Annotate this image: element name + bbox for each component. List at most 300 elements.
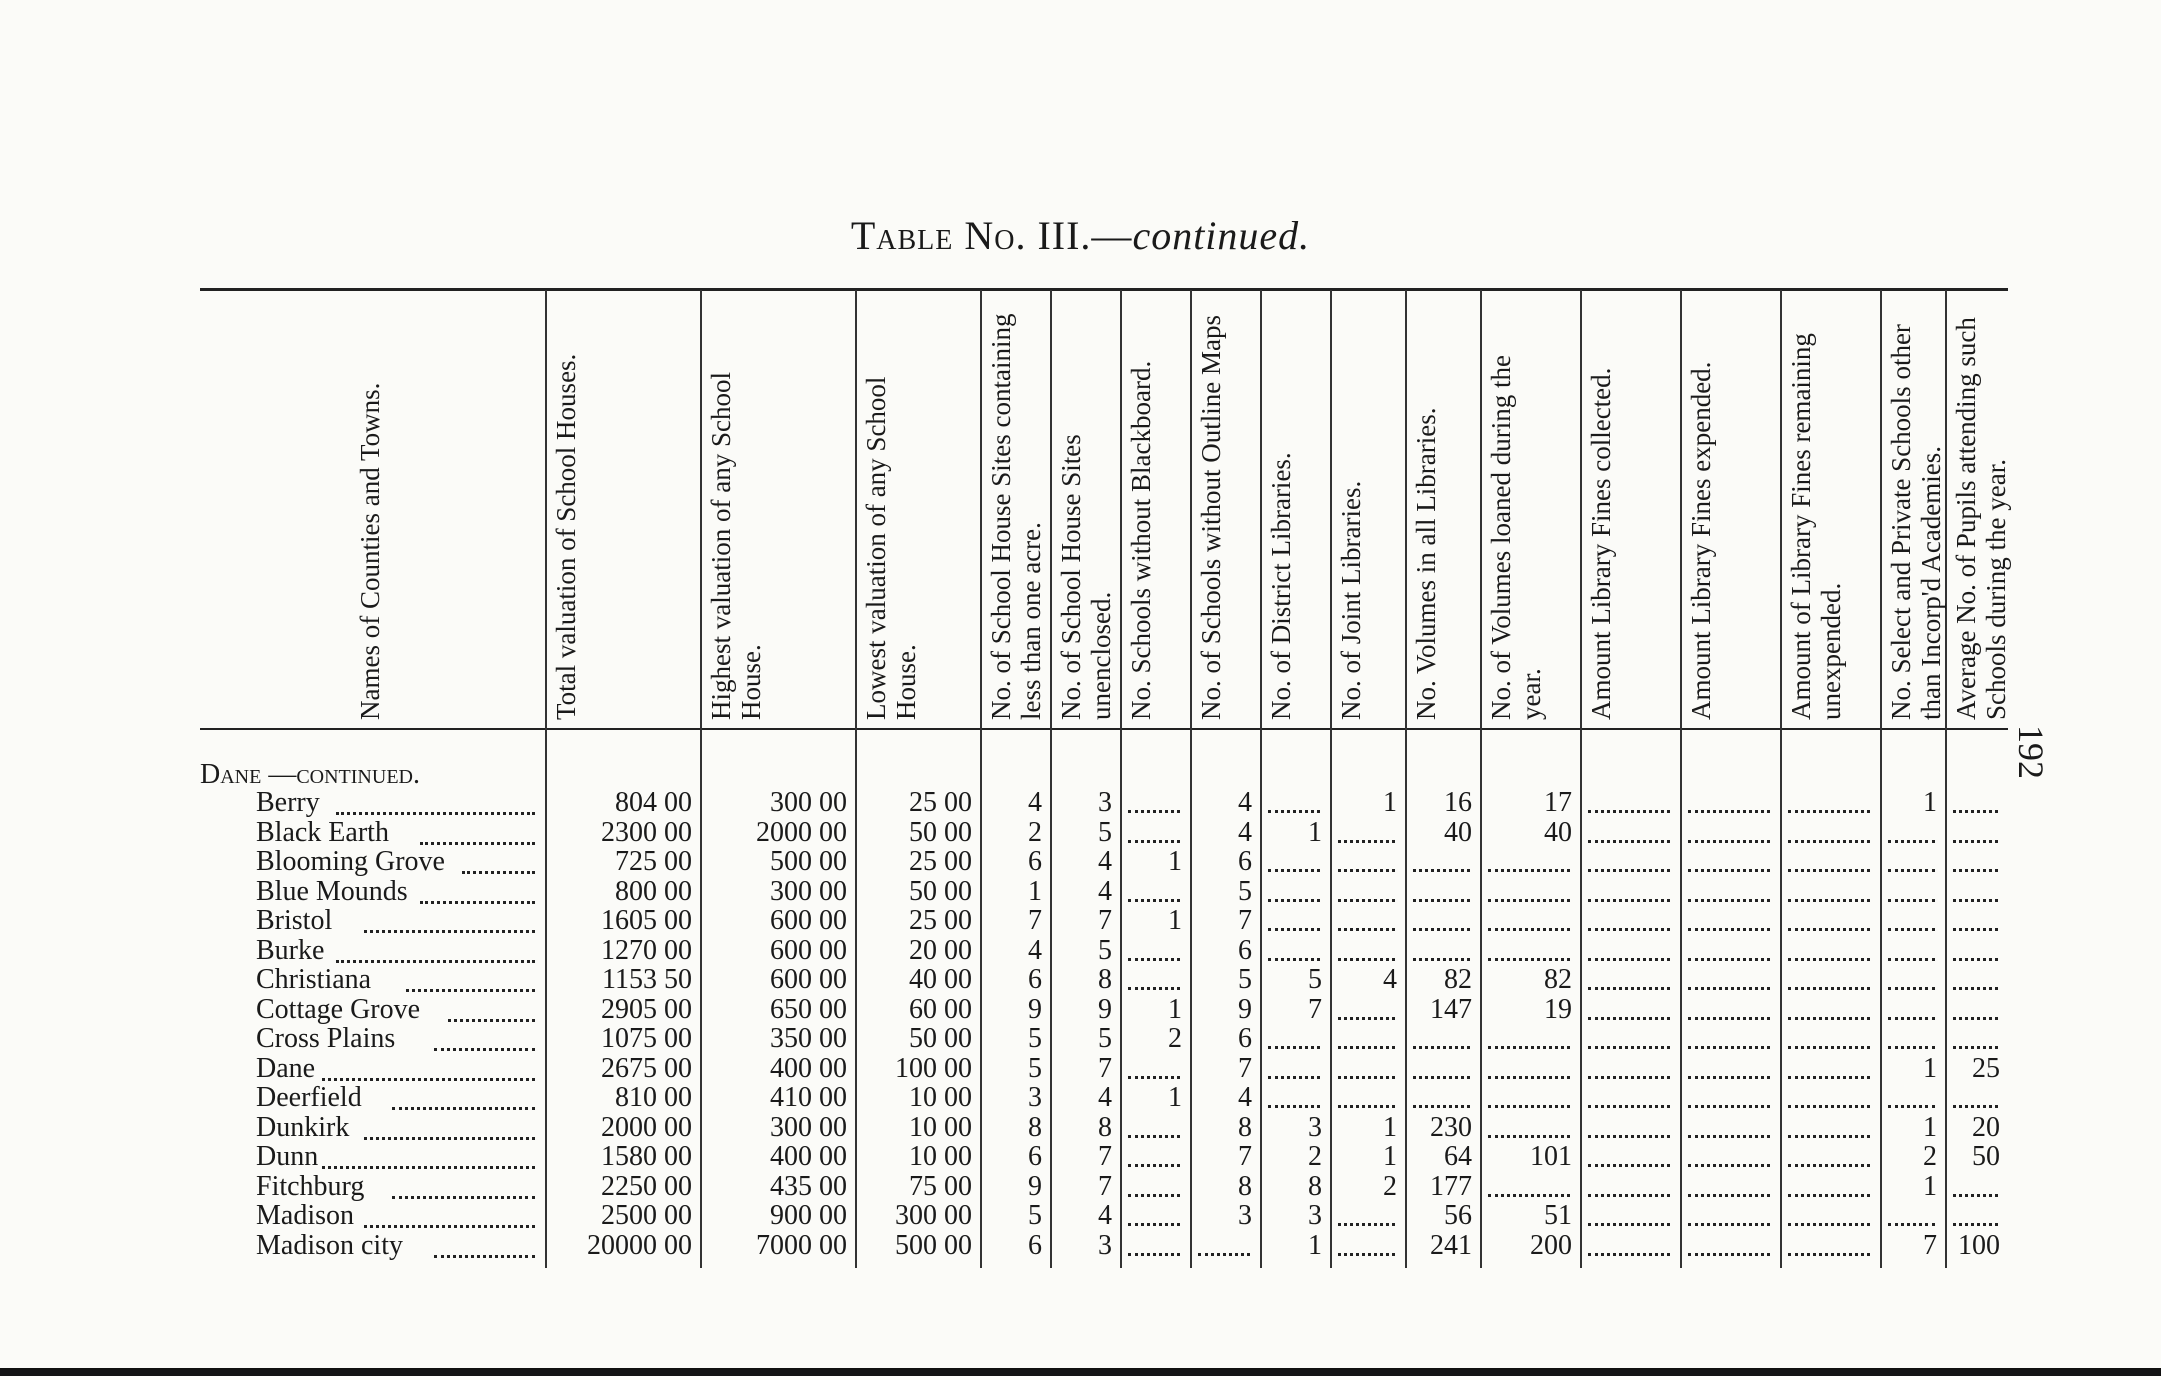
empty-cell-dashes bbox=[1588, 958, 1670, 961]
table-cell: 7 bbox=[1923, 1229, 1937, 1261]
table-cell: 1 bbox=[1923, 787, 1937, 818]
table-cell: 4 bbox=[1098, 846, 1112, 877]
table-cell: 2 bbox=[1168, 1023, 1182, 1054]
column-header: No. of District Libraries. bbox=[1266, 452, 1296, 720]
table-cell: 1 bbox=[1308, 816, 1322, 848]
empty-cell-dashes bbox=[1128, 958, 1180, 961]
column-header: No. of School House Sites containing less than one acre. bbox=[986, 313, 1046, 720]
empty-cell-dashes bbox=[1488, 1076, 1570, 1079]
leader-dots bbox=[434, 1048, 535, 1051]
table-cell: 6 bbox=[1238, 1023, 1252, 1054]
column-header: No. Schools without Blackboard. bbox=[1126, 360, 1156, 720]
column-header: No. Select and Private Schools other than Incorp'd Academies. bbox=[1886, 324, 1946, 720]
table-cell: 650 00 bbox=[770, 993, 847, 1025]
table-cell: 1 bbox=[1028, 875, 1042, 907]
table-cell: 400 00 bbox=[770, 1141, 847, 1172]
table-cell: 300 00 bbox=[895, 1200, 972, 1231]
table-cell: 7 bbox=[1098, 1141, 1112, 1172]
table-cell: 50 00 bbox=[909, 816, 972, 848]
empty-cell-dashes bbox=[1953, 810, 1998, 813]
table-cell: 7 bbox=[1028, 905, 1042, 936]
table-cell: 25 00 bbox=[909, 846, 972, 877]
table-cell: 8 bbox=[1238, 1170, 1252, 1202]
empty-cell-dashes bbox=[1788, 810, 1870, 813]
empty-cell-dashes bbox=[1128, 1194, 1180, 1197]
table-cell: 1153 50 bbox=[602, 964, 692, 995]
empty-cell-dashes bbox=[1953, 840, 1998, 843]
table-cell: 8 bbox=[1098, 1111, 1112, 1143]
table-cell: 2000 00 bbox=[756, 816, 847, 848]
table-cell: 5 bbox=[1098, 934, 1112, 966]
table-cell: 2500 00 bbox=[601, 1200, 692, 1231]
table-cell: 2300 00 bbox=[601, 816, 692, 848]
empty-cell-dashes bbox=[1688, 1253, 1770, 1256]
table-cell: 19 bbox=[1544, 993, 1572, 1025]
empty-cell-dashes bbox=[1268, 928, 1320, 931]
table-cell: 1 bbox=[1383, 1111, 1397, 1143]
empty-cell-dashes bbox=[1588, 1164, 1670, 1167]
table-cell: 1 bbox=[1308, 1229, 1322, 1261]
table-cell: 810 00 bbox=[615, 1082, 692, 1113]
table-cell: 4 bbox=[1238, 787, 1252, 818]
town-name: Madison bbox=[256, 1200, 354, 1231]
table-cell: 40 00 bbox=[909, 964, 972, 995]
empty-cell-dashes bbox=[1788, 1105, 1870, 1108]
table-cell: 82 bbox=[1544, 964, 1572, 995]
empty-cell-dashes bbox=[1198, 1253, 1250, 1256]
empty-cell-dashes bbox=[1788, 1194, 1870, 1197]
column-header: No. of School House Sites unenclosed. bbox=[1056, 434, 1116, 720]
empty-cell-dashes bbox=[1488, 1194, 1570, 1197]
empty-cell-dashes bbox=[1268, 810, 1320, 813]
table-cell: 82 bbox=[1444, 964, 1472, 995]
leader-dots bbox=[434, 1255, 535, 1258]
table-cell: 300 00 bbox=[770, 875, 847, 907]
empty-cell-dashes bbox=[1128, 1135, 1180, 1138]
empty-cell-dashes bbox=[1788, 1017, 1870, 1020]
empty-cell-dashes bbox=[1688, 1164, 1770, 1167]
empty-cell-dashes bbox=[1588, 1105, 1670, 1108]
table-cell: 4 bbox=[1238, 1082, 1252, 1113]
table-cell: 56 bbox=[1444, 1200, 1472, 1231]
column-header: Amount Library Fines expended. bbox=[1686, 361, 1716, 720]
empty-cell-dashes bbox=[1688, 928, 1770, 931]
empty-cell-dashes bbox=[1788, 958, 1870, 961]
table-cell: 10 00 bbox=[909, 1082, 972, 1113]
empty-cell-dashes bbox=[1338, 899, 1395, 902]
table-cell: 241 bbox=[1430, 1229, 1472, 1261]
empty-cell-dashes bbox=[1688, 899, 1770, 902]
leader-dots bbox=[322, 1166, 535, 1169]
table-cell: 40 bbox=[1444, 816, 1472, 848]
empty-cell-dashes bbox=[1488, 1135, 1570, 1138]
empty-cell-dashes bbox=[1953, 869, 1998, 872]
empty-cell-dashes bbox=[1413, 928, 1470, 931]
table-cell: 3 bbox=[1308, 1200, 1322, 1231]
empty-cell-dashes bbox=[1788, 1223, 1870, 1226]
table-cell: 230 bbox=[1430, 1111, 1472, 1143]
table-cell: 1 bbox=[1168, 1082, 1182, 1113]
empty-cell-dashes bbox=[1588, 1017, 1670, 1020]
empty-cell-dashes bbox=[1268, 899, 1320, 902]
column-divider bbox=[1680, 290, 1682, 1268]
empty-cell-dashes bbox=[1788, 987, 1870, 990]
empty-cell-dashes bbox=[1413, 958, 1470, 961]
table-cell: 100 00 bbox=[895, 1052, 972, 1084]
empty-cell-dashes bbox=[1488, 958, 1570, 961]
table-cell: 6 bbox=[1028, 1229, 1042, 1261]
table-cell: 177 bbox=[1430, 1170, 1472, 1202]
table-cell: 9 bbox=[1028, 1170, 1042, 1202]
header-top-rule bbox=[200, 288, 2008, 291]
table-cell: 4 bbox=[1028, 787, 1042, 818]
table-cell: 147 bbox=[1430, 993, 1472, 1025]
table-cell: 20 00 bbox=[909, 934, 972, 966]
empty-cell-dashes bbox=[1488, 1105, 1570, 1108]
leader-dots bbox=[364, 1137, 535, 1140]
empty-cell-dashes bbox=[1688, 1135, 1770, 1138]
empty-cell-dashes bbox=[1338, 869, 1395, 872]
table-cell: 7 bbox=[1098, 1052, 1112, 1084]
empty-cell-dashes bbox=[1588, 1046, 1670, 1049]
table-cell: 3 bbox=[1098, 1229, 1112, 1261]
table-cell: 4 bbox=[1098, 1200, 1112, 1231]
empty-cell-dashes bbox=[1688, 958, 1770, 961]
empty-cell-dashes bbox=[1688, 987, 1770, 990]
table-cell: 200 bbox=[1530, 1229, 1572, 1261]
table-title bbox=[0, 212, 2161, 259]
table-cell: 600 00 bbox=[770, 905, 847, 936]
empty-cell-dashes bbox=[1688, 1076, 1770, 1079]
empty-cell-dashes bbox=[1588, 1076, 1670, 1079]
table-cell: 2675 00 bbox=[601, 1052, 692, 1084]
empty-cell-dashes bbox=[1788, 1076, 1870, 1079]
table-cell: 725 00 bbox=[615, 846, 692, 877]
table-cell: 40 bbox=[1544, 816, 1572, 848]
table-cell: 5 bbox=[1028, 1023, 1042, 1054]
table-cell: 600 00 bbox=[770, 934, 847, 966]
bottom-edge-rule bbox=[0, 1368, 2161, 1376]
table-cell: 7 bbox=[1238, 1141, 1252, 1172]
table-cell: 400 00 bbox=[770, 1052, 847, 1084]
table-cell: 9 bbox=[1028, 993, 1042, 1025]
table-cell: 101 bbox=[1530, 1141, 1572, 1172]
table-cell: 3 bbox=[1098, 787, 1112, 818]
leader-dots bbox=[336, 812, 535, 815]
empty-cell-dashes bbox=[1268, 1105, 1320, 1108]
column-header: Amount of Library Fines remaining unexpended. bbox=[1786, 333, 1846, 720]
leader-dots bbox=[322, 1078, 535, 1081]
table-cell: 8 bbox=[1308, 1170, 1322, 1202]
empty-cell-dashes bbox=[1888, 840, 1935, 843]
table-cell: 25 00 bbox=[909, 905, 972, 936]
table-cell: 7 bbox=[1238, 905, 1252, 936]
town-name: Cottage Grove bbox=[256, 993, 421, 1025]
table-cell: 1270 00 bbox=[601, 934, 692, 966]
town-name: Dane bbox=[256, 1052, 316, 1084]
table-cell: 17 bbox=[1544, 787, 1572, 818]
table-cell: 6 bbox=[1238, 934, 1252, 966]
empty-cell-dashes bbox=[1268, 958, 1320, 961]
leader-dots bbox=[336, 960, 535, 963]
data-table bbox=[200, 280, 2011, 1280]
column-header: No. of Volumes loaned during the year. bbox=[1486, 355, 1546, 720]
table-cell: 10 00 bbox=[909, 1141, 972, 1172]
empty-cell-dashes bbox=[1268, 1076, 1320, 1079]
empty-cell-dashes bbox=[1338, 1223, 1395, 1226]
empty-cell-dashes bbox=[1588, 810, 1670, 813]
empty-cell-dashes bbox=[1953, 928, 1998, 931]
empty-cell-dashes bbox=[1488, 869, 1570, 872]
empty-cell-dashes bbox=[1588, 1194, 1670, 1197]
empty-cell-dashes bbox=[1338, 1017, 1395, 1020]
empty-cell-dashes bbox=[1688, 1046, 1770, 1049]
empty-cell-dashes bbox=[1688, 840, 1770, 843]
table-cell: 435 00 bbox=[770, 1170, 847, 1202]
empty-cell-dashes bbox=[1688, 1194, 1770, 1197]
column-header: No. of Joint Libraries. bbox=[1336, 480, 1366, 720]
town-name: Deerfield bbox=[256, 1082, 362, 1113]
empty-cell-dashes bbox=[1128, 899, 1180, 902]
table-cell: 7000 00 bbox=[756, 1229, 847, 1261]
table-cell: 1 bbox=[1923, 1170, 1937, 1202]
table-cell: 5 bbox=[1028, 1052, 1042, 1084]
table-cell: 75 00 bbox=[909, 1170, 972, 1202]
town-name: Fitchburg bbox=[256, 1170, 365, 1202]
column-header: Amount Library Fines collected. bbox=[1586, 367, 1616, 720]
table-cell: 9 bbox=[1098, 993, 1112, 1025]
empty-cell-dashes bbox=[1688, 810, 1770, 813]
table-cell: 7 bbox=[1238, 1052, 1252, 1084]
table-cell: 5 bbox=[1238, 964, 1252, 995]
leader-dots bbox=[420, 842, 535, 845]
empty-cell-dashes bbox=[1128, 1076, 1180, 1079]
empty-cell-dashes bbox=[1338, 958, 1395, 961]
empty-cell-dashes bbox=[1888, 1223, 1935, 1226]
table-cell: 1 bbox=[1923, 1111, 1937, 1143]
empty-cell-dashes bbox=[1953, 1194, 1998, 1197]
leader-dots bbox=[392, 1196, 535, 1199]
table-cell: 2 bbox=[1028, 816, 1042, 848]
page-number: 192 bbox=[2011, 725, 2051, 779]
empty-cell-dashes bbox=[1268, 1046, 1320, 1049]
column-header: No. Volumes in all Libraries. bbox=[1411, 407, 1441, 720]
empty-cell-dashes bbox=[1888, 1105, 1935, 1108]
town-name: Dunn bbox=[256, 1141, 319, 1172]
empty-cell-dashes bbox=[1488, 1046, 1570, 1049]
empty-cell-dashes bbox=[1788, 1164, 1870, 1167]
empty-cell-dashes bbox=[1953, 899, 1998, 902]
empty-cell-dashes bbox=[1788, 928, 1870, 931]
table-cell: 50 bbox=[1972, 1141, 2000, 1172]
empty-cell-dashes bbox=[1953, 1017, 1998, 1020]
town-name: Christiana bbox=[256, 964, 372, 995]
table-cell: 4 bbox=[1028, 934, 1042, 966]
empty-cell-dashes bbox=[1788, 1135, 1870, 1138]
empty-cell-dashes bbox=[1953, 1105, 1998, 1108]
empty-cell-dashes bbox=[1488, 899, 1570, 902]
town-name: Madison city bbox=[256, 1229, 403, 1261]
empty-cell-dashes bbox=[1588, 1135, 1670, 1138]
empty-cell-dashes bbox=[1338, 1105, 1395, 1108]
table-cell: 5 bbox=[1098, 816, 1112, 848]
title-italic: continued. bbox=[1132, 213, 1311, 258]
empty-cell-dashes bbox=[1688, 1105, 1770, 1108]
column-divider bbox=[1120, 290, 1122, 1268]
empty-cell-dashes bbox=[1953, 1046, 1998, 1049]
table-cell: 60 00 bbox=[909, 993, 972, 1025]
table-cell: 50 00 bbox=[909, 1023, 972, 1054]
table-cell: 25 00 bbox=[909, 787, 972, 818]
empty-cell-dashes bbox=[1338, 1253, 1395, 1256]
table-cell: 7 bbox=[1308, 993, 1322, 1025]
empty-cell-dashes bbox=[1128, 987, 1180, 990]
table-cell: 6 bbox=[1028, 1141, 1042, 1172]
empty-cell-dashes bbox=[1688, 1223, 1770, 1226]
empty-cell-dashes bbox=[1588, 869, 1670, 872]
empty-cell-dashes bbox=[1588, 899, 1670, 902]
table-cell: 300 00 bbox=[770, 787, 847, 818]
table-cell: 1 bbox=[1383, 787, 1397, 818]
town-name: Bristol bbox=[256, 905, 333, 936]
empty-cell-dashes bbox=[1588, 1253, 1670, 1256]
table-cell: 410 00 bbox=[770, 1082, 847, 1113]
section-label: Dane —continued. bbox=[200, 759, 420, 790]
column-header: Total valuation of School Houses. bbox=[551, 353, 581, 720]
empty-cell-dashes bbox=[1888, 958, 1935, 961]
leader-dots bbox=[364, 1225, 535, 1228]
town-name: Berry bbox=[256, 787, 320, 818]
table-cell: 6 bbox=[1028, 846, 1042, 877]
table-cell: 4 bbox=[1238, 816, 1252, 848]
empty-cell-dashes bbox=[1688, 869, 1770, 872]
column-divider bbox=[1480, 290, 1482, 1268]
title-main: Table No. III.— bbox=[850, 213, 1133, 258]
table-cell: 8 bbox=[1098, 964, 1112, 995]
table-cell: 51 bbox=[1544, 1200, 1572, 1231]
empty-cell-dashes bbox=[1488, 928, 1570, 931]
table-cell: 804 00 bbox=[615, 787, 692, 818]
table-cell: 25 bbox=[1972, 1052, 2000, 1084]
column-header: No. of Schools without Outline Maps bbox=[1196, 315, 1226, 720]
table-cell: 1605 00 bbox=[601, 905, 692, 936]
table-cell: 1 bbox=[1168, 993, 1182, 1025]
empty-cell-dashes bbox=[1128, 1253, 1180, 1256]
table-cell: 5 bbox=[1238, 875, 1252, 907]
table-cell: 5 bbox=[1308, 964, 1322, 995]
table-cell: 1 bbox=[1923, 1052, 1937, 1084]
empty-cell-dashes bbox=[1888, 899, 1935, 902]
table-cell: 20 bbox=[1972, 1111, 2000, 1143]
empty-cell-dashes bbox=[1888, 1017, 1935, 1020]
table-cell: 20000 00 bbox=[587, 1229, 692, 1261]
leader-dots bbox=[406, 989, 535, 992]
empty-cell-dashes bbox=[1588, 928, 1670, 931]
empty-cell-dashes bbox=[1688, 1017, 1770, 1020]
empty-cell-dashes bbox=[1888, 1046, 1935, 1049]
table-cell: 1580 00 bbox=[601, 1141, 692, 1172]
column-divider bbox=[1580, 290, 1582, 1268]
empty-cell-dashes bbox=[1953, 1223, 1998, 1226]
table-cell: 100 bbox=[1958, 1229, 2000, 1261]
empty-cell-dashes bbox=[1788, 1046, 1870, 1049]
column-header: Lowest valuation of any School House. bbox=[861, 376, 921, 720]
table-cell: 2 bbox=[1308, 1141, 1322, 1172]
town-name: Black Earth bbox=[256, 816, 389, 848]
empty-cell-dashes bbox=[1888, 987, 1935, 990]
empty-cell-dashes bbox=[1413, 1076, 1470, 1079]
table-cell: 1075 00 bbox=[601, 1023, 692, 1054]
empty-cell-dashes bbox=[1413, 869, 1470, 872]
table-cell: 300 00 bbox=[770, 1111, 847, 1143]
leader-dots bbox=[392, 1107, 535, 1110]
empty-cell-dashes bbox=[1788, 840, 1870, 843]
table-cell: 4 bbox=[1098, 875, 1112, 907]
empty-cell-dashes bbox=[1128, 810, 1180, 813]
empty-cell-dashes bbox=[1268, 869, 1320, 872]
column-header: Average No. of Pupils attending such Schools during the year. bbox=[1951, 317, 2011, 720]
table-cell: 1 bbox=[1168, 846, 1182, 877]
empty-cell-dashes bbox=[1888, 869, 1935, 872]
town-name: Blue Mounds bbox=[256, 875, 408, 907]
empty-cell-dashes bbox=[1413, 1046, 1470, 1049]
table-cell: 4 bbox=[1098, 1082, 1112, 1113]
empty-cell-dashes bbox=[1338, 1076, 1395, 1079]
table-cell: 64 bbox=[1444, 1141, 1472, 1172]
table-cell: 2 bbox=[1923, 1141, 1937, 1172]
leader-dots bbox=[420, 901, 535, 904]
empty-cell-dashes bbox=[1413, 899, 1470, 902]
empty-cell-dashes bbox=[1338, 840, 1395, 843]
table-cell: 10 00 bbox=[909, 1111, 972, 1143]
empty-cell-dashes bbox=[1413, 1105, 1470, 1108]
empty-cell-dashes bbox=[1953, 987, 1998, 990]
column-header: Names of Counties and Towns. bbox=[354, 382, 385, 720]
table-cell: 5 bbox=[1028, 1200, 1042, 1231]
empty-cell-dashes bbox=[1338, 928, 1395, 931]
table-cell: 600 00 bbox=[770, 964, 847, 995]
empty-cell-dashes bbox=[1588, 987, 1670, 990]
table-cell: 5 bbox=[1098, 1023, 1112, 1054]
table-cell: 800 00 bbox=[615, 875, 692, 907]
leader-dots bbox=[462, 871, 535, 874]
table-cell: 3 bbox=[1238, 1200, 1252, 1231]
column-divider bbox=[1780, 290, 1782, 1268]
empty-cell-dashes bbox=[1588, 1223, 1670, 1226]
table-cell: 6 bbox=[1238, 846, 1252, 877]
empty-cell-dashes bbox=[1128, 1223, 1180, 1226]
leader-dots bbox=[364, 930, 535, 933]
table-cell: 3 bbox=[1028, 1082, 1042, 1113]
leader-dots bbox=[448, 1019, 535, 1022]
table-cell: 350 00 bbox=[770, 1023, 847, 1054]
table-cell: 3 bbox=[1308, 1111, 1322, 1143]
table-cell: 8 bbox=[1238, 1111, 1252, 1143]
column-header: Highest valuation of any School House. bbox=[706, 372, 766, 720]
town-name: Burke bbox=[256, 934, 325, 966]
table-cell: 50 00 bbox=[909, 875, 972, 907]
empty-cell-dashes bbox=[1953, 958, 1998, 961]
table-cell: 9 bbox=[1238, 993, 1252, 1025]
empty-cell-dashes bbox=[1128, 1164, 1180, 1167]
table-cell: 7 bbox=[1098, 1170, 1112, 1202]
empty-cell-dashes bbox=[1788, 1253, 1870, 1256]
town-name: Cross Plains bbox=[256, 1023, 396, 1054]
table-cell: 2000 00 bbox=[601, 1111, 692, 1143]
table-cell: 900 00 bbox=[770, 1200, 847, 1231]
table-cell: 8 bbox=[1028, 1111, 1042, 1143]
table-cell: 500 00 bbox=[895, 1229, 972, 1261]
